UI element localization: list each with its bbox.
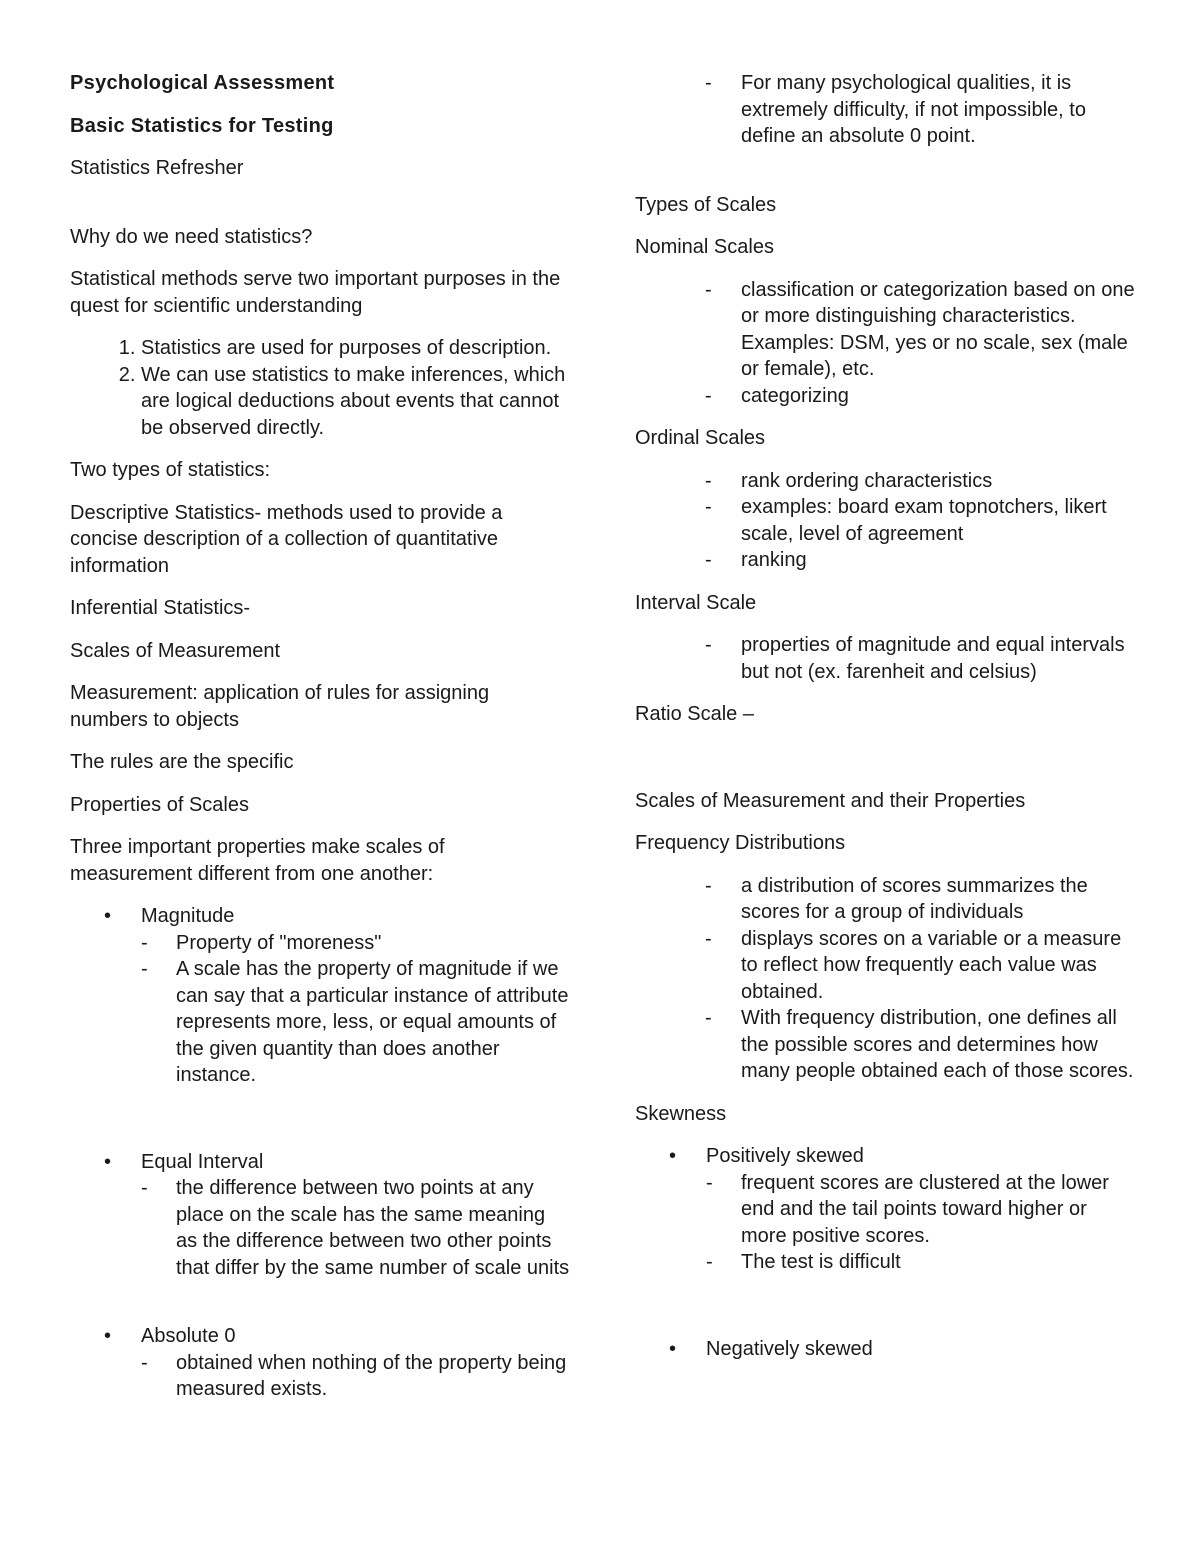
list-item: - With frequency distribution, one defines all the possible scores and determines how many people obtained each of those scores.: [635, 1005, 1135, 1085]
spacer: [70, 1297, 570, 1323]
interval-heading: Interval Scale: [635, 591, 757, 614]
list-item: 1. Statistics are used for purposes of description.: [141, 335, 570, 362]
left-column: [70, 70, 570, 1419]
property-points: [141, 1175, 570, 1281]
scales-properties-heading: Scales of Measurement and their Properties: [635, 789, 1026, 812]
methods-intro: Statistical methods serve two important purposes in the quest for scientific understanding: [70, 268, 561, 317]
list-item: - A scale has the property of magnitude if we can say that a particular instance of attribute represents more, less, or equal amounts of the given quantity than does another instance.: [141, 956, 570, 1089]
list-item: - ranking: [635, 547, 1135, 574]
properties-list: [70, 1149, 570, 1282]
list-item: - categorizing: [635, 383, 1135, 410]
property-absolute-zero: [70, 1323, 570, 1403]
spacer: [70, 1105, 570, 1149]
spacer: [635, 744, 1135, 788]
spacer: [635, 1292, 1135, 1336]
spacer: [70, 198, 570, 224]
list-item: - displays scores on a variable or a measure to reflect how frequently each value was obtained.: [635, 926, 1135, 1006]
list-item: - frequent scores are clustered at the lower end and the tail points toward higher or more positive scores.: [706, 1170, 1135, 1250]
document-subtitle: Basic Statistics for Testing: [70, 114, 334, 137]
skew-points: [706, 1170, 1135, 1276]
ordinal-list: [0, 468, 1135, 574]
descriptive-definition: Descriptive Statistics- methods used to provide a concise description of a collection of quantitative information: [70, 501, 503, 577]
section-heading-refresher: Statistics Refresher: [70, 157, 244, 179]
property-equal-interval: [70, 1149, 570, 1282]
absolute-note-list: [0, 70, 1135, 150]
skew-label: Positively skewed: [706, 1145, 864, 1167]
property-points: [141, 1350, 570, 1403]
properties-intro: Three important properties make scales of measurement different from one another:: [70, 836, 445, 885]
property-name: Magnitude: [141, 905, 235, 927]
list-item: - classification or categorization based on one or more distinguishing characteristics. Examples: DSM, yes or no scale, sex (male or female), etc.: [635, 277, 1135, 383]
list-item: - The test is difficult: [706, 1249, 1135, 1276]
scales-heading: Scales of Measurement: [70, 639, 281, 662]
list-item: - examples: board exam topnotchers, likert scale, level of agreement: [635, 494, 1135, 547]
list-item: - Property of "moreness": [141, 930, 570, 957]
measurement-definition: Measurement: application of rules for assigning numbers to objects: [70, 682, 490, 731]
skewness-list: [635, 1336, 1135, 1363]
inferential-definition: Inferential Statistics-: [70, 597, 251, 619]
why-heading: Why do we need statistics?: [70, 225, 313, 248]
property-name: Equal Interval: [141, 1150, 264, 1173]
two-types-heading: Two types of statistics:: [70, 459, 271, 481]
list-item: 2. We can use statistics to make inferences, which are logical deductions about events that cannot be observed directly.: [141, 362, 570, 442]
skew-label: Negatively skewed: [706, 1337, 873, 1360]
negatively-skewed-item: [635, 1336, 1135, 1363]
list-item: - the difference between two points at any place on the scale has the same meaning as the difference between two other points that differ by the same number of scale units: [141, 1175, 570, 1281]
list-item: - For many psychological qualities, it is extremely difficulty, if not impossible, to define an absolute 0 point.: [635, 70, 1135, 150]
list-item: - obtained when nothing of the property being measured exists.: [141, 1350, 570, 1403]
interval-list: [0, 632, 1135, 685]
positively-skewed-item: [635, 1143, 1135, 1276]
nominal-list: [0, 277, 1135, 410]
frequency-heading: Frequency Distributions: [635, 832, 846, 854]
list-item: - rank ordering characteristics: [635, 468, 1135, 495]
rules-text: The rules are the specific: [70, 751, 294, 773]
skewness-list: [635, 1143, 1135, 1276]
skewness-heading: Skewness: [635, 1102, 727, 1125]
property-name: Absolute 0: [141, 1325, 236, 1347]
properties-list: [70, 1323, 570, 1403]
list-item: - properties of magnitude and equal intervals but not (ex. farenheit and celsius): [635, 632, 1135, 685]
frequency-list: [0, 873, 1135, 1085]
right-column: [635, 70, 1135, 1378]
spacer: [635, 166, 1135, 192]
types-heading: Types of Scales: [635, 193, 777, 216]
ratio-heading: Ratio Scale –: [635, 703, 754, 725]
document-title: Psychological Assessment: [70, 72, 335, 94]
nominal-heading: Nominal Scales: [635, 236, 774, 258]
ordinal-heading: Ordinal Scales: [635, 427, 766, 449]
properties-heading: Properties of Scales: [70, 793, 249, 816]
list-item: - a distribution of scores summarizes the scores for a group of individuals: [635, 873, 1135, 926]
